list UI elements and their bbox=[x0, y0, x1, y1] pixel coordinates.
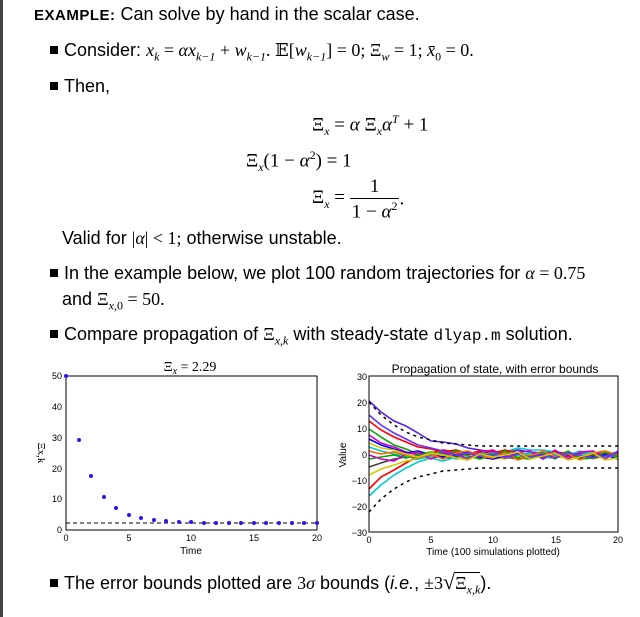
svg-text:0: 0 bbox=[361, 450, 367, 460]
bullet-icon bbox=[50, 330, 58, 338]
lower-error-bound bbox=[369, 468, 618, 512]
svg-text:−20: −20 bbox=[351, 502, 367, 512]
svg-text:20: 20 bbox=[612, 535, 624, 545]
bullet-example-cont: and $\Xi_{x,0} = 50$. bbox=[62, 289, 165, 313]
bullet-bounds: The error bounds plotted are 3σ bounds (i.e., $\pm 3√\Xi_{x,k}$). bbox=[50, 569, 491, 598]
svg-text:10: 10 bbox=[51, 494, 62, 504]
svg-text:0: 0 bbox=[366, 535, 372, 545]
equation-2: $\Xi_x(1 - \alpha^2) = 1$ bbox=[246, 148, 352, 175]
left-x-label: Time bbox=[180, 546, 202, 557]
right-x-ticks bbox=[366, 535, 623, 545]
equation-1: $\Xi_x = \alpha$ $\Xi_x\alpha^T + 1$ bbox=[312, 112, 429, 139]
right-chart-title: Propagation of state, with error bounds bbox=[391, 362, 599, 376]
valid-text: Valid for |α| < 1; otherwise unstable. bbox=[62, 228, 342, 248]
bullet-icon bbox=[50, 46, 58, 54]
bullet-icon bbox=[50, 579, 58, 587]
left-chart-title: $\Xi_x = 2.29$ bbox=[163, 360, 217, 377]
svg-text:20: 20 bbox=[356, 398, 367, 408]
svg-text:−30: −30 bbox=[351, 528, 367, 538]
bullet-then bbox=[50, 76, 110, 97]
svg-text:20: 20 bbox=[311, 533, 323, 543]
compare-mid: with steady-state bbox=[288, 324, 434, 344]
compare-pre: Compare propagation of bbox=[64, 324, 264, 344]
svg-text:10: 10 bbox=[185, 533, 197, 543]
right-y-label: Value bbox=[338, 442, 349, 468]
example-heading-text: Can solve by hand in the scalar case. bbox=[115, 4, 420, 24]
bullet-example: In the example below, we plot 100 random trajectories for α = 0.75 bbox=[50, 263, 585, 284]
svg-text:50: 50 bbox=[51, 371, 62, 381]
example-keyword: EXAMPLE: bbox=[34, 7, 116, 24]
fraction-numerator: 1 bbox=[350, 176, 400, 199]
svg-text:0: 0 bbox=[63, 533, 69, 543]
bullet-compare: Compare propagation of $\Xi_{x,k}$ with steady-state dlyap.m solution. bbox=[50, 324, 573, 349]
left-y-label: Ξx,k bbox=[35, 442, 47, 464]
svg-text:5: 5 bbox=[126, 533, 132, 543]
dlyap-code: dlyap.m bbox=[433, 327, 501, 345]
svg-text:15: 15 bbox=[248, 533, 260, 543]
svg-text:40: 40 bbox=[51, 402, 62, 412]
then-label: Then, bbox=[64, 76, 111, 96]
svg-text:15: 15 bbox=[550, 535, 562, 545]
svg-text:10: 10 bbox=[356, 424, 367, 434]
right-y-ticks bbox=[352, 372, 367, 538]
left-y-ticks bbox=[52, 371, 62, 535]
covariance-chart bbox=[0, 355, 330, 565]
bullet-icon bbox=[50, 269, 58, 277]
consider-math: $x_k = \alpha x_{k-1} + w_{k-1}$. $𝔼[w_{k-1}] = 0$; $\Xi_w = 1$; $x̄_0 = 0$. bbox=[146, 40, 474, 64]
compare-post: solution. bbox=[500, 324, 573, 344]
right-x-label: Time (100 simulations plotted) bbox=[426, 547, 560, 558]
svg-text:10: 10 bbox=[487, 535, 499, 545]
bullet-icon bbox=[50, 82, 58, 90]
left-x-ticks bbox=[63, 533, 322, 543]
svg-text:30: 30 bbox=[51, 433, 62, 443]
covariance-points bbox=[64, 374, 319, 525]
consider-label: Consider: bbox=[64, 40, 142, 60]
svg-text:0: 0 bbox=[56, 525, 62, 535]
svg-text:5: 5 bbox=[428, 535, 434, 545]
trajectory-chart bbox=[330, 355, 640, 565]
svg-text:−10: −10 bbox=[351, 476, 367, 486]
example-heading bbox=[34, 4, 420, 25]
left-plot-frame bbox=[66, 376, 317, 530]
fraction: $\frac{1}{1 - \alpha^2}$ bbox=[351, 176, 398, 223]
bullet-consider bbox=[50, 40, 474, 65]
svg-text:20: 20 bbox=[51, 464, 62, 474]
trajectories bbox=[369, 401, 618, 496]
svg-text:30: 30 bbox=[356, 372, 367, 382]
equation-3: $\Xi_x$ = $\frac{1}{1 - \alpha^2}$ . bbox=[312, 176, 405, 223]
